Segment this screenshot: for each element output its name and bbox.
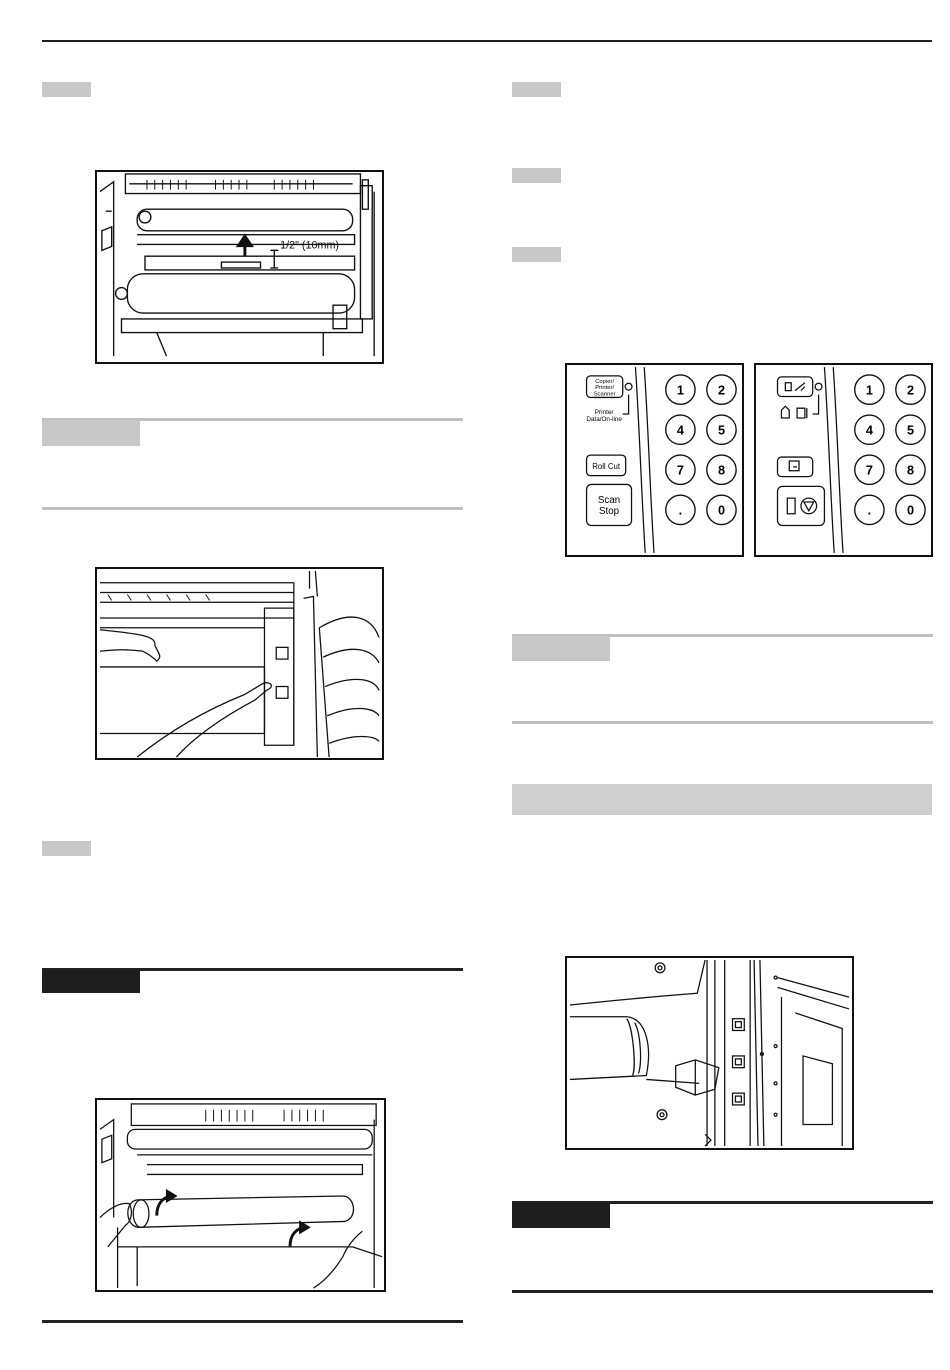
step-tag — [42, 82, 91, 97]
right-key-label: 7 — [865, 463, 873, 478]
left-key-label: . — [678, 503, 683, 518]
keypad-right — [855, 375, 925, 525]
left-key-label: 7 — [676, 463, 684, 478]
mode-button-line-1: Copier/ — [595, 378, 615, 385]
section-heading-bar — [512, 784, 932, 815]
mode-button-line-3: Scanner — [593, 391, 616, 398]
load-roll-drawing — [97, 1100, 384, 1290]
note-bottom-rule — [512, 721, 933, 724]
indicator-label-line-1: Printer — [594, 409, 614, 417]
note-tag — [512, 636, 610, 661]
control-panel-right — [754, 363, 933, 557]
control-panel-right-drawing — [756, 365, 931, 555]
caution-tag — [512, 1203, 610, 1228]
cut-paper-drawing — [97, 569, 382, 758]
right-key-label: . — [867, 503, 872, 518]
step-tag — [512, 247, 561, 262]
left-key-label: 2 — [717, 383, 726, 398]
left-key-label: 0 — [717, 503, 726, 518]
header-rule — [42, 40, 932, 42]
left-key-label: 4 — [676, 423, 684, 438]
mode-button-line-2: Printer/ — [595, 385, 615, 392]
left-key-label: 8 — [717, 463, 726, 478]
step-tag — [512, 168, 561, 183]
right-key-label: 8 — [906, 463, 915, 478]
switches-drawing — [567, 958, 852, 1148]
measurement-label: 1/2" (10mm) — [280, 239, 340, 252]
illustration-switches — [565, 956, 854, 1150]
control-panel-left — [565, 363, 744, 557]
caution-bottom-rule — [42, 1320, 463, 1323]
roll-lift-drawing — [97, 172, 382, 362]
illustration-load-roll — [95, 1098, 386, 1292]
step-tag — [512, 82, 561, 97]
right-key-label: 4 — [865, 423, 873, 438]
step-tag — [42, 841, 91, 856]
right-key-label: 5 — [906, 423, 915, 438]
note-bottom-rule — [42, 507, 463, 510]
roll-cut-label: Roll Cut — [592, 461, 621, 471]
control-panel-left-drawing — [567, 365, 742, 555]
right-key-label: 2 — [906, 383, 915, 398]
keypad-left — [666, 375, 736, 525]
scan-stop-line-2: Stop — [598, 505, 620, 517]
left-key-label: 1 — [676, 383, 684, 398]
caution-bottom-rule — [512, 1290, 933, 1293]
right-key-label: 0 — [906, 503, 915, 518]
illustration-cut-paper — [95, 567, 384, 760]
left-key-label: 5 — [717, 423, 726, 438]
note-tag — [42, 420, 140, 446]
right-key-label: 1 — [865, 383, 873, 398]
illustration-roll-lift — [95, 170, 384, 364]
indicator-label-line-2: Data/On-line — [586, 415, 622, 423]
caution-tag — [42, 970, 140, 993]
scan-stop-line-1: Scan — [597, 495, 621, 507]
